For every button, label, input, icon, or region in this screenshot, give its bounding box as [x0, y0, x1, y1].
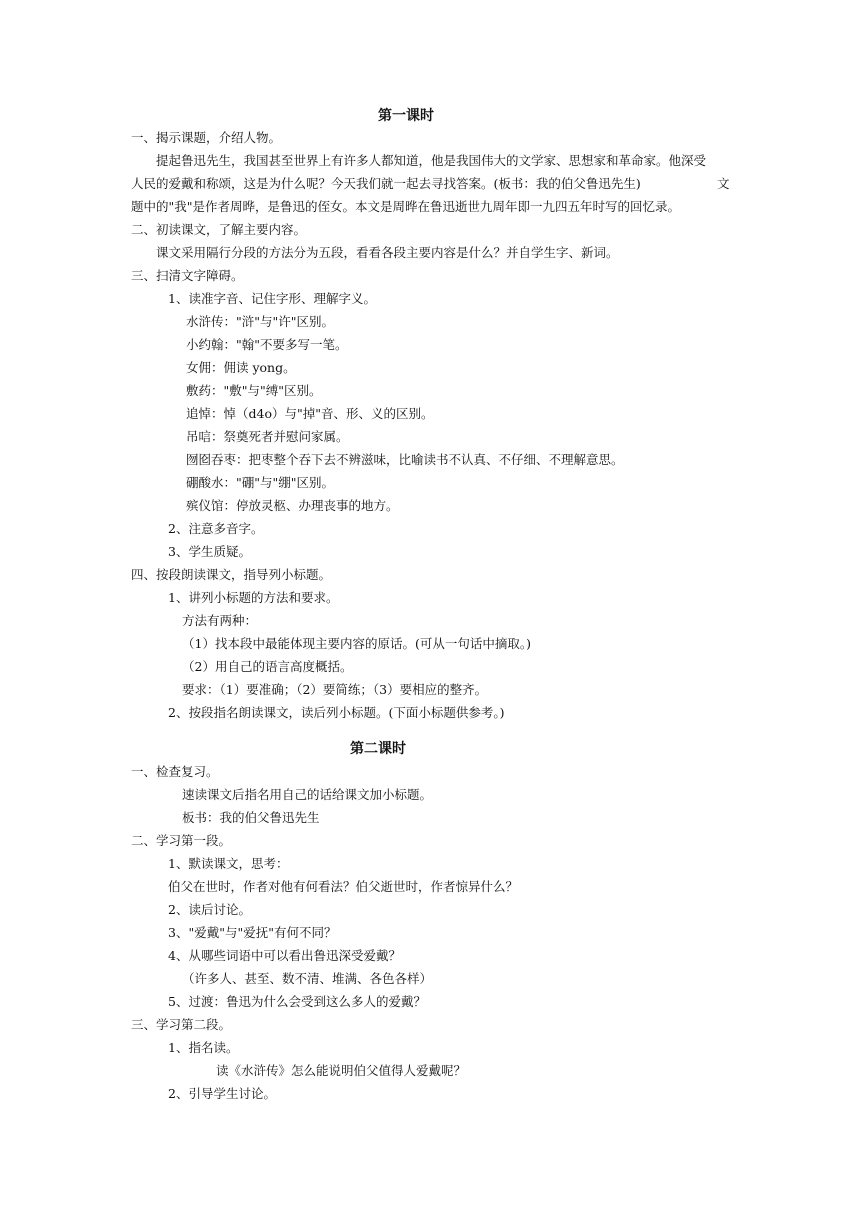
lesson2-section3-item2: 2、引导学生讨论。	[168, 1086, 276, 1101]
lesson2-section3-question: 读《水浒传》怎么能说明伯父值得人爱戴呢？	[216, 1063, 467, 1078]
lesson1-section2-paragraph: 课文采用隔行分段的方法分为五段，看看各段主要内容是什么？并自学生字、新词。	[156, 245, 619, 260]
lesson1-section4-heading: 四、按段朗读课文，指导列小标题。	[131, 567, 332, 582]
lesson1-section3-item3: 3、学生质疑。	[168, 544, 251, 559]
method-1: （1）找本段中最能体现主要内容的原话。(可从一句话中摘取。)	[182, 636, 531, 651]
lesson1-section3-item2: 2、注意多音字。	[168, 521, 264, 536]
vocab-item: 硼酸水："硼"与"绷"区别。	[186, 475, 334, 490]
lesson1-section4-item1: 1、讲列小标题的方法和要求。	[168, 590, 339, 605]
lesson2-section2-item1: 1、默读课文，思考：	[168, 856, 289, 871]
methods-intro: 方法有两种：	[182, 613, 258, 628]
lesson2-blackboard-title: 板书：我的伯父鲁迅先生	[182, 810, 320, 825]
lesson2-section1-line1: 速读课文后指名用自己的话给课文加小标题。	[182, 787, 433, 802]
vocab-item: 殡仪馆：停放灵柩、办理丧事的地方。	[186, 498, 399, 513]
lesson2-section2-item4-answer: （许多人、甚至、数不清、堆满、各色各样）	[182, 971, 433, 986]
lesson1-section3-heading: 三、扫清文字障碍。	[131, 268, 244, 283]
lesson1-section4-item2: 2、按段指名朗读课文，读后列小标题。(下面小标题供参考。)	[168, 705, 505, 720]
lesson2-section2-question: 伯父在世时，作者对他有何看法？伯父逝世时，作者惊异什么？	[168, 879, 519, 894]
lesson2-section2-item4: 4、从哪些词语中可以看出鲁迅深受爱戴？	[168, 948, 401, 963]
lesson1-section3-item1: 1、读准字音、记住字形、理解字义。	[168, 291, 376, 306]
lesson1-section1-heading: 一、揭示课题，介绍人物。	[131, 130, 282, 145]
requirements: 要求：（1）要准确；（2）要简练；（3）要相应的整齐。	[182, 682, 488, 697]
lesson2-section2-item2: 2、读后讨论。	[168, 902, 251, 917]
lesson2-section3-item1: 1、指名读。	[168, 1040, 239, 1055]
lesson2-section3-heading: 三、学习第二段。	[131, 1017, 232, 1032]
vocab-item: 小约翰："翰"不要多写一笔。	[186, 337, 348, 352]
lesson1-intro-line1: 提起鲁迅先生，我国甚至世界上有许多人都知道，他是我国伟大的文学家、思想家和革命家。他深受	[156, 153, 707, 168]
lesson1-intro-line3: 题中的"我"是作者周晔，是鲁迅的侄女。本文是周晔在鲁迅逝世九周年即一九四五年时写的回忆录。	[131, 199, 681, 214]
method-2: （2）用自己的语言高度概括。	[182, 659, 353, 674]
lesson1-section2-heading: 二、初读课文，了解主要内容。	[131, 222, 307, 237]
lesson1-intro-line2-end: 文	[717, 176, 730, 191]
vocab-item: 吊唁：祭奠死者并慰问家属。	[186, 429, 349, 444]
lesson1-title: 第一课时	[378, 108, 434, 124]
lesson2-section2-item5: 5、过渡：鲁迅为什么会受到这么多人的爱戴？	[168, 994, 426, 1009]
vocab-item: 囫囵吞枣：把枣整个吞下去不辨滋味，比喻读书不认真、不仔细、不理解意思。	[186, 452, 624, 467]
vocab-item: 追悼：悼（d4o）与"掉"音、形、义的区别。	[186, 406, 434, 421]
lesson1-intro-line2: 人民的爱戴和称颂，这是为什么呢？今天我们就一起去寻找答案。(板书：我的伯父鲁迅先生)	[131, 176, 641, 191]
vocab-item: 女佣：佣读 yong。	[186, 360, 296, 375]
lesson2-section1-heading: 一、检查复习。	[131, 764, 219, 779]
vocab-item: 敷药："敷"与"缚"区别。	[186, 383, 322, 398]
lesson2-section2-item3: 3、"爱戴"与"爱抚"有何不同？	[168, 925, 337, 940]
lesson2-section2-heading: 二、学习第一段。	[131, 833, 232, 848]
vocab-item: 水浒传："浒"与"许"区别。	[186, 314, 334, 329]
lesson2-title: 第二课时	[350, 741, 406, 757]
